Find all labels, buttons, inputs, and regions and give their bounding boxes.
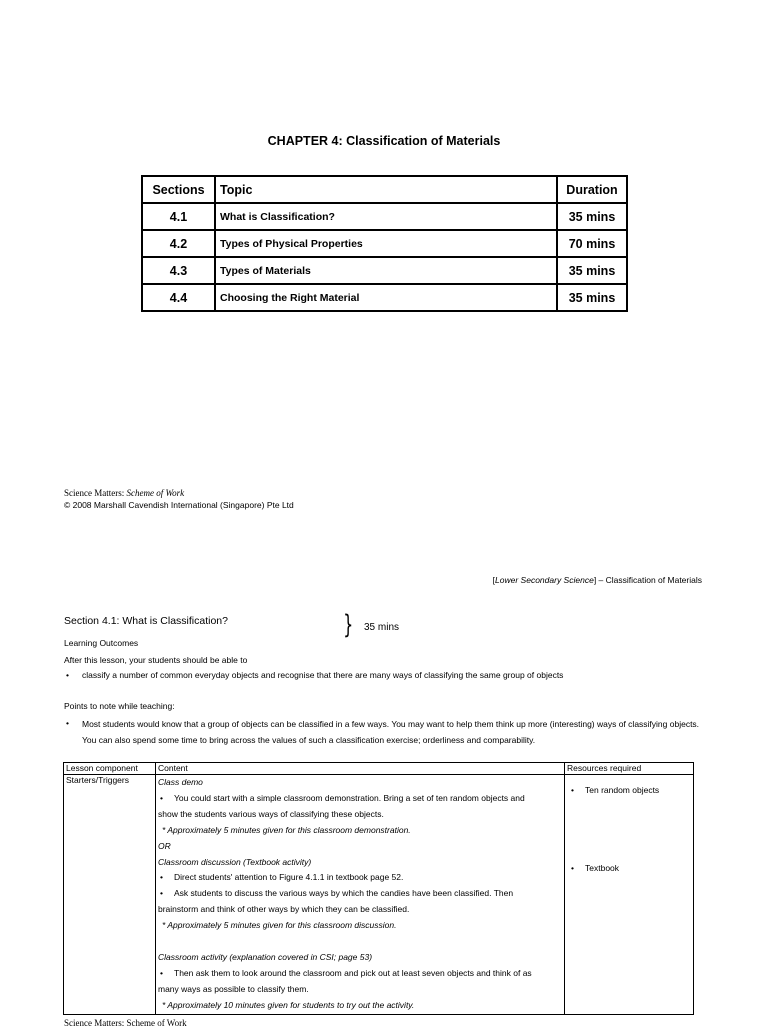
- header-rest: ] – Classification of Materials: [593, 575, 702, 585]
- table-row: [142, 203, 627, 230]
- learning-outcome-text: classify a number of common everyday objects and recognise that there are many ways of classifying the same group of objects: [82, 670, 564, 680]
- publication-name: Science Matters: [64, 488, 122, 498]
- header-series: Lower Secondary Science: [495, 575, 594, 585]
- section-duration-label: 35 mins: [364, 622, 400, 633]
- section-topic: What is Classification?: [215, 203, 557, 230]
- section-number: 4.2: [142, 230, 215, 257]
- content-note: * Approximately 10 minutes given for students to try out the activity.: [162, 999, 415, 1010]
- resource-spacer: [567, 775, 691, 855]
- section-topic: Choosing the Right Material: [215, 284, 557, 311]
- lesson-content: [156, 775, 565, 1015]
- section-number: 4.3: [142, 257, 215, 284]
- lesson-table: [63, 762, 694, 1015]
- section-duration: 35 mins: [557, 203, 627, 230]
- bullet-icon: •: [66, 670, 69, 680]
- lesson-resources: [565, 775, 694, 1015]
- section-duration: 35 mins: [557, 284, 627, 311]
- sections-table: [141, 175, 628, 312]
- content-subheading: Class demo: [158, 777, 203, 787]
- section-topic: Types of Materials: [215, 257, 557, 284]
- table-header-row: [142, 176, 627, 203]
- content-line: many ways as possible to classify them.: [158, 983, 309, 994]
- learning-outcomes-heading: Learning Outcomes: [64, 638, 139, 648]
- lesson-table-header: [64, 763, 694, 775]
- header-topic: Topic: [215, 176, 557, 203]
- content-line: • You could start with a simple classroom demonstration. Bring a set of ten random objects and: [158, 791, 562, 807]
- table-row: [142, 257, 627, 284]
- content-line: show the students various ways of classifying these objects.: [158, 808, 384, 819]
- header-duration: Duration: [557, 176, 627, 203]
- header-content: Content: [156, 763, 565, 775]
- point-item: [64, 718, 704, 748]
- header-resources: Resources required: [565, 763, 694, 775]
- lesson-component: Starters/Triggers: [64, 775, 156, 1015]
- footer-copyright: © 2008 Marshall Cavendish International (Singapore) Pte Ltd: [64, 500, 294, 510]
- resource-item: • Ten random objects: [571, 785, 659, 796]
- content-note: * Approximately 5 minutes given for this classroom discussion.: [162, 920, 397, 931]
- header-sections: Sections: [142, 176, 215, 203]
- section-number: 4.4: [142, 284, 215, 311]
- bullet-icon: •: [66, 718, 69, 728]
- content-line: • Then ask them to look around the classroom and pick out at least seven objects and think of as: [158, 966, 562, 982]
- resource-item: • Textbook: [571, 863, 619, 874]
- table-row: [142, 230, 627, 257]
- points-heading: Points to note while teaching:: [64, 701, 175, 711]
- table-row: [142, 284, 627, 311]
- content-subheading: Classroom activity (explanation covered in CSI; page 53): [158, 951, 373, 962]
- table-row: [64, 775, 694, 1015]
- section-duration: 70 mins: [557, 230, 627, 257]
- resource-spacer: [567, 855, 691, 875]
- learning-outcomes-intro: After this lesson, your students should be able to: [64, 655, 248, 665]
- content-line: brainstorm and think of other ways by which they can be classified.: [158, 904, 410, 915]
- brace-icon: }: [343, 610, 354, 640]
- section-topic: Types of Physical Properties: [215, 230, 557, 257]
- publication-subtitle: Scheme of Work: [126, 488, 185, 498]
- chapter-title: CHAPTER 4: Classification of Materials: [267, 134, 501, 148]
- content-line: • Direct students' attention to Figure 4.1.1 in textbook page 52.: [158, 870, 562, 886]
- content-line: • Ask students to discuss the various ways by which the candies have been classified. Then: [158, 886, 562, 902]
- content-subheading: Classroom discussion (Textbook activity): [158, 856, 312, 867]
- content-or: OR: [158, 840, 171, 851]
- section-number: 4.1: [142, 203, 215, 230]
- header-lesson-component: Lesson component: [64, 763, 156, 775]
- header-bracket: [: [492, 575, 496, 585]
- content-spacer: [158, 934, 562, 950]
- bottom-footer-cut: Science Matters: Scheme of Work: [64, 1018, 187, 1028]
- page-header: [493, 575, 702, 585]
- content-note: * Approximately 5 minutes given for this classroom demonstration.: [162, 824, 411, 835]
- point-text: Most students would know that a group of objects can be classified in a few ways. You may want to help them think up more (interesting) ways of classifying objects. You can also spend some time to bring across the values of such a classification exercise; orderliness and comparability.: [82, 719, 700, 745]
- section-duration: 35 mins: [557, 257, 627, 284]
- footer-publication: Science Matters: Scheme of Work: [64, 488, 185, 498]
- section-title: Section 4.1: What is Classification?: [64, 615, 228, 627]
